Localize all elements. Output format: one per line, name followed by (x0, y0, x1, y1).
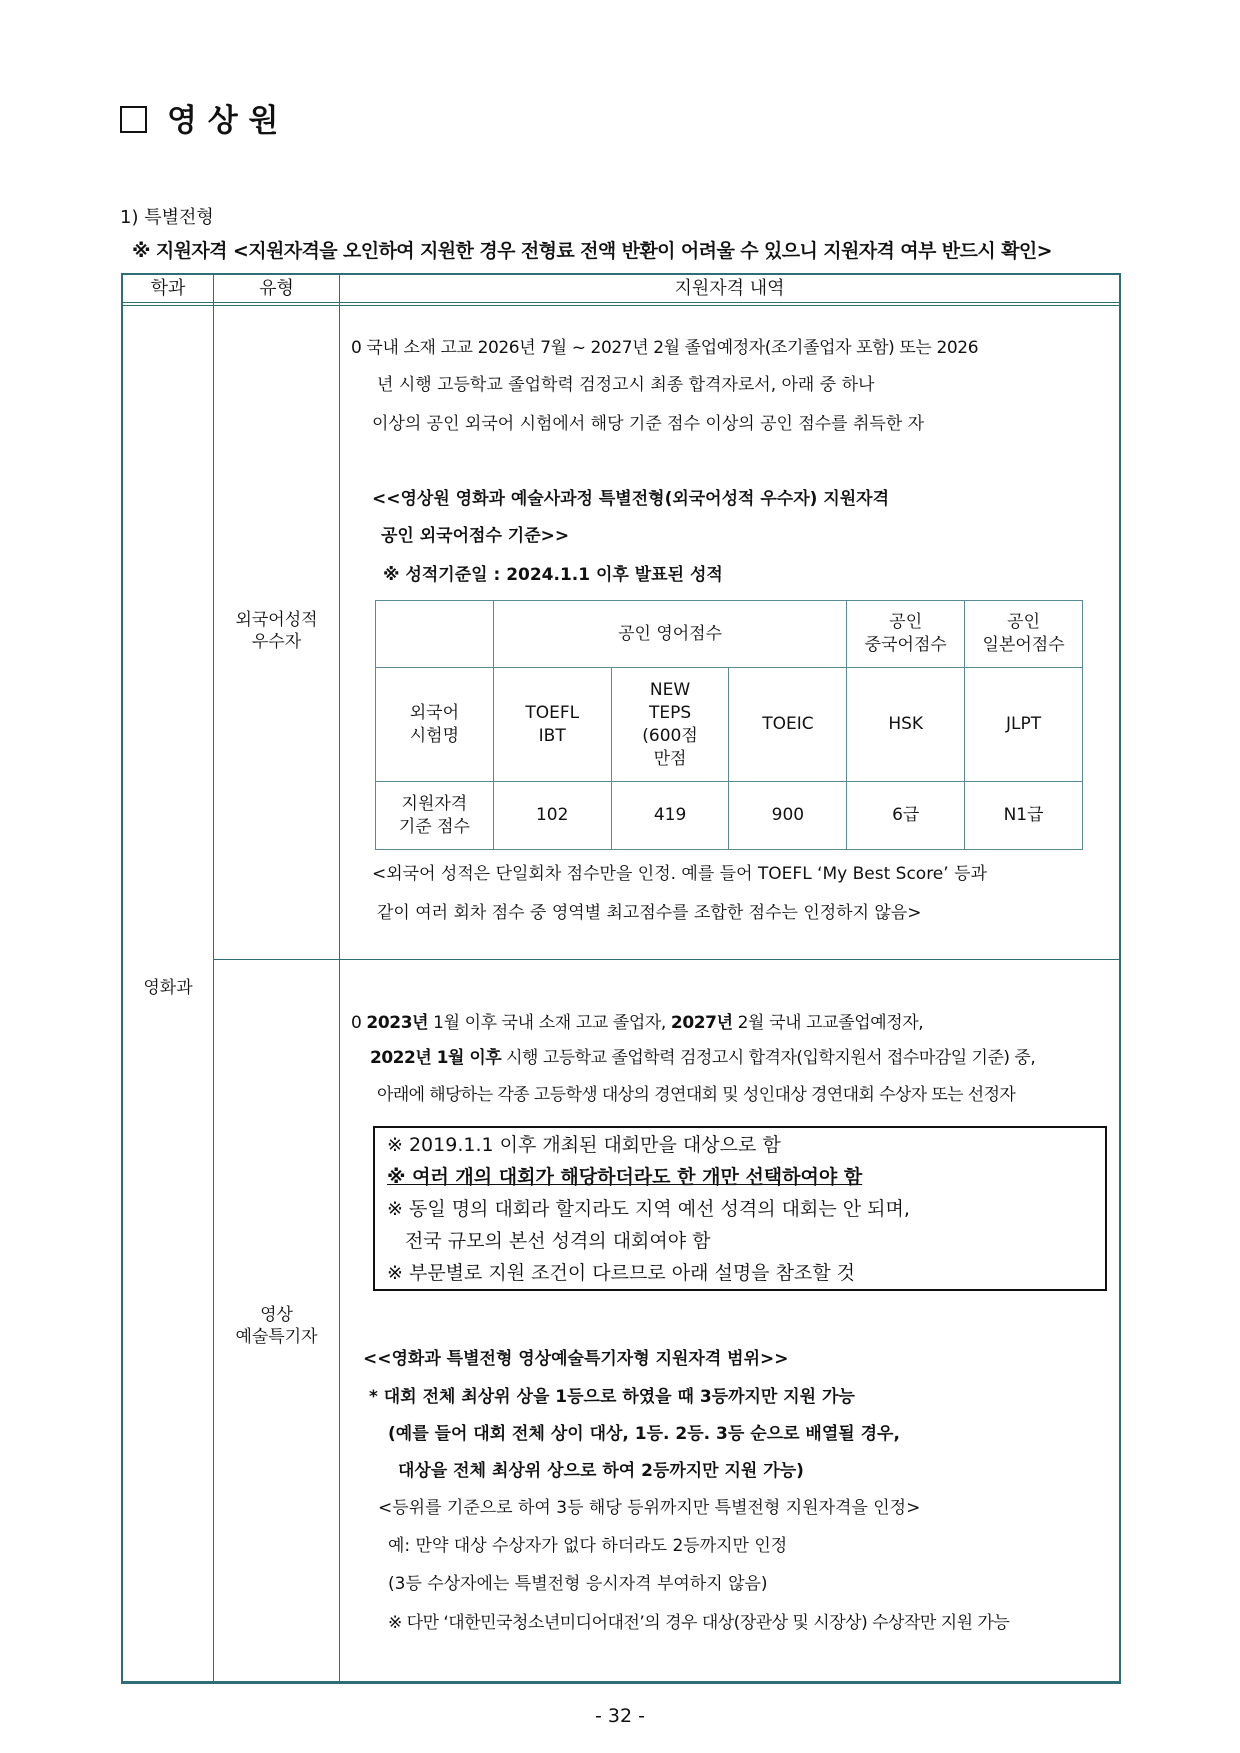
type1-note-line1: <외국어 성적은 단일회차 점수만을 인정. 예를 들어 TOEFL ‘My Best Score’ 등과 (372, 864, 987, 884)
test-teps (611, 668, 729, 782)
type2-label-line1: 영상 (260, 1305, 293, 1325)
row-label-test-name (376, 668, 494, 782)
scope-line4: <등위를 기준으로 하여 3등 해당 등위까지만 특별전형 지원자격을 인정> (378, 1498, 921, 1518)
header-dept: 학과 (150, 278, 186, 299)
type1-label-line1: 외국어성적 (235, 610, 318, 630)
score-toeic: 900 (729, 782, 847, 850)
type2-p2-date: 2022년 1월 이후 (370, 1048, 502, 1068)
scope-line5: 예: 만약 대상 수상자가 없다 하더라도 2등까지만 인정 (388, 1536, 788, 1556)
teps-line4: 만점 (653, 748, 687, 769)
test-hsk: HSK (847, 668, 965, 782)
header-detail: 지원자격 내역 (674, 278, 785, 299)
test-toefl (493, 668, 611, 782)
type2-p1-year2: 2027년 (670, 1013, 733, 1033)
header-divider (123, 302, 1119, 303)
score-teps: 419 (611, 782, 729, 850)
group-chinese-line2: 중국어점수 (864, 635, 947, 655)
test-toeic: TOEIC (729, 668, 847, 782)
teps-line2: TEPS (648, 702, 692, 723)
scope-title: <<영화과 특별전형 영상예술특기자형 지원자격 범위>> (363, 1349, 789, 1369)
row-label-line1: 지원자격 (401, 793, 468, 814)
type2-paragraph-line2 (370, 1047, 1035, 1069)
group-chinese-line1: 공인 (889, 612, 923, 632)
checkbox-square-icon (120, 106, 147, 133)
column-divider (339, 275, 340, 1681)
scope-line2: (예를 들어 대회 전체 상이 대상, 1등. 2등. 3등 순으로 배열될 경우, (388, 1424, 900, 1444)
scope-line7: ※ 다만 ‘대한민국청소년미디어대전’의 경우 대상(장관상 및 시장상) 수상작만 지원 가능 (388, 1613, 1010, 1633)
score-jlpt: N1급 (965, 782, 1083, 850)
eligibility-notice: ※ 지원자격 <지원자격을 오인하여 지원한 경우 전형료 전액 반환이 어려울 수 있으니 지원자격 여부 반드시 확인> (132, 240, 1052, 262)
toefl-line2: IBT (538, 725, 566, 746)
dept-name: 영화과 (143, 978, 193, 998)
row-divider (213, 959, 1119, 960)
scope-line6: (3등 수상자에는 특별전형 응시자격 부여하지 않음) (388, 1574, 768, 1594)
type2-label-line2: 예술특기자 (235, 1327, 318, 1347)
page-title (120, 95, 278, 140)
type1-paragraph-line3: 이상의 공인 외국어 시험에서 해당 기준 점수 이상의 공인 점수를 취득한 자 (372, 414, 925, 434)
teps-line3: (600점 (642, 725, 698, 746)
type1-note-line2: 같이 여러 회차 점수 중 영역별 최고점수를 조합한 점수는 인정하지 않음> (377, 903, 922, 923)
header-divider-double (123, 305, 1119, 306)
notice-box-line4: 전국 규모의 본선 성격의 대회여야 함 (405, 1230, 711, 1252)
type2-p2-text: 시행 고등학교 졸업학력 검정고시 합격자(입학지원서 접수마감일 기준) 중, (501, 1048, 1036, 1068)
scope-line3: 대상을 전체 최상위 상으로 하여 2등까지만 지원 가능) (398, 1461, 804, 1481)
type1-subtitle-line2: 공인 외국어점수 기준>> (381, 526, 570, 546)
group-japanese (965, 601, 1083, 668)
notice-box-line5: ※ 부문별로 지원 조건이 다르므로 아래 설명을 참조할 것 (387, 1262, 856, 1284)
type1-paragraph-line2: 년 시행 고등학교 졸업학력 검정고시 최종 합격자로서, 아래 중 하나 (377, 375, 875, 395)
notice-box (373, 1126, 1107, 1291)
type2-p1-prefix: 0 (351, 1013, 367, 1033)
table-row (376, 601, 1083, 668)
type2-paragraph-line3: 아래에 해당하는 각종 고등학생 대상의 경연대회 및 성인대상 경연대회 수상자 또는 선정자 (377, 1085, 1016, 1105)
group-japanese-line1: 공인 (1007, 612, 1040, 632)
table-row (376, 668, 1083, 782)
score-criteria-table (375, 600, 1083, 850)
notice-box-line3: ※ 동일 명의 대회라 할지라도 지역 예선 성격의 대회는 안 되며, (387, 1198, 910, 1220)
criteria-date: ※ 성적기준일 : 2024.1.1 이후 발표된 성적 (383, 565, 723, 585)
teps-line1: NEW (649, 679, 691, 700)
group-english: 공인 영어점수 (493, 601, 847, 668)
row-label-line1: 외국어 (409, 702, 460, 723)
header-type: 유형 (259, 278, 294, 299)
type1-paragraph-line1: 0 국내 소재 고교 2026년 7월 ~ 2027년 2월 졸업예정자(조기졸업자 포함) 또는 2026 (351, 338, 979, 358)
table-row (376, 782, 1083, 850)
section-title: 1) 특별전형 (120, 207, 214, 228)
type1-label-line2: 우수자 (251, 632, 302, 652)
page-number: - 32 - (595, 1705, 645, 1727)
score-toefl: 102 (493, 782, 611, 850)
scope-line1: * 대회 전체 최상위 상을 1등으로 하였을 때 3등까지만 지원 가능 (369, 1387, 855, 1407)
score-hsk: 6급 (847, 782, 965, 850)
notice-box-line1: ※ 2019.1.1 이후 개최된 대회만을 대상으로 함 (387, 1134, 781, 1156)
type2-p1-text1: 1월 이후 국내 소재 고교 졸업자, (428, 1013, 671, 1033)
group-japanese-line2: 일본어점수 (982, 635, 1065, 655)
type1-subtitle-line1: <<영상원 영화과 예술사과정 특별전형(외국어성적 우수자) 지원자격 (372, 489, 890, 509)
column-divider (213, 275, 214, 1681)
table-cell-empty (376, 601, 494, 668)
row-label-min-score (376, 782, 494, 850)
type2-p1-year1: 2023년 (366, 1013, 429, 1033)
type2-p1-text2: 2월 국내 고교졸업예정자, (732, 1013, 924, 1033)
row-label-line2: 기준 점수 (398, 816, 470, 837)
test-jlpt: JLPT (965, 668, 1083, 782)
toefl-line1: TOEFL (525, 702, 580, 723)
type2-paragraph-line1 (351, 1012, 923, 1034)
notice-box-line2: ※ 여러 개의 대회가 해당하더라도 한 개만 선택하여야 함 (387, 1166, 863, 1188)
row-label-line2: 시험명 (409, 725, 460, 746)
type-arts-talent-label (214, 1304, 339, 1348)
page-title-text: 영 상 원 (167, 103, 279, 139)
group-chinese (847, 601, 965, 668)
type-foreign-language-label (214, 609, 339, 653)
